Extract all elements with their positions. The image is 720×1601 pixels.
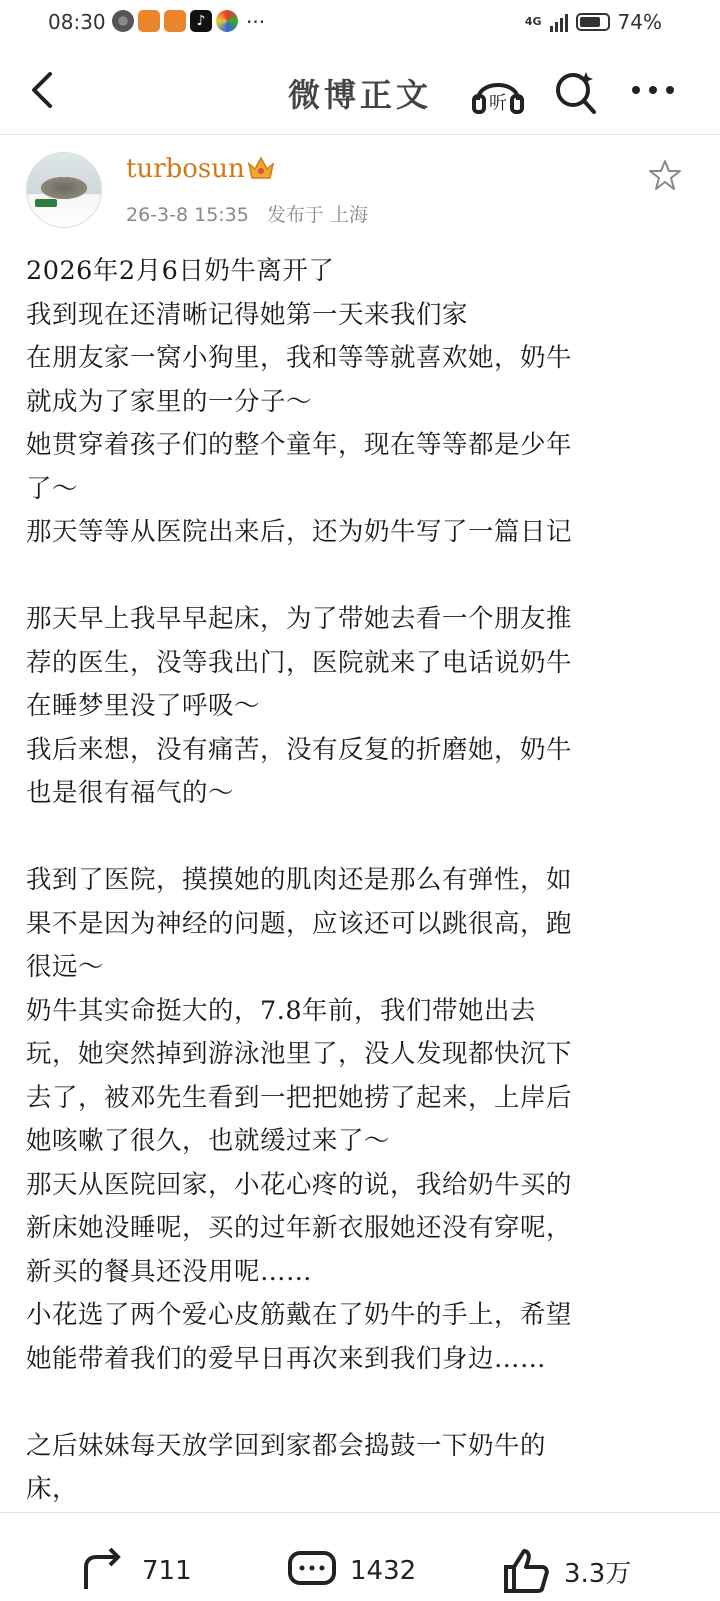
status-bar <box>0 0 720 48</box>
content-line: 去了，被邓先生看到一把把她捞了起来，上岸后 <box>26 1082 573 1113</box>
headphones-icon <box>470 66 526 116</box>
content-line: 那天早上我早早起床，为了带她去看一个朋友推 <box>26 604 573 634</box>
orange-app-icon <box>138 10 160 32</box>
comment-button[interactable] <box>286 1545 416 1597</box>
content-line: 床， <box>26 1474 79 1504</box>
content-line: 新床她没睡呢，买的过年新衣服她还没有穿呢， <box>26 1213 573 1243</box>
content-line: 也是很有福气的～ <box>26 778 235 808</box>
content-line: 小花选了两个爱心皮筋戴在了奶牛的手上，希望 <box>26 1300 573 1330</box>
star-icon[interactable] <box>648 158 682 192</box>
content-line: 很远～ <box>26 952 105 982</box>
post-date: 26-3-8 15:35 <box>126 204 249 226</box>
content-line: 荐的医生，没等我出门，医院就来了电话说奶牛 <box>26 647 573 678</box>
content-line: 就成为了家里的一分子～ <box>26 386 313 417</box>
content-line: 2026年2月6日奶牛离开了 <box>26 256 335 286</box>
content-line: 她咳嗽了很久，也就缓过来了～ <box>26 1126 391 1156</box>
listen-label: 听 <box>489 93 507 114</box>
crown-badge-icon[interactable] <box>246 152 276 182</box>
avatar-app-icon <box>112 10 134 32</box>
colorful-app-icon <box>216 10 238 32</box>
post-header <box>0 140 720 240</box>
battery-icon <box>576 13 610 31</box>
like-count: 3.3万 <box>564 1558 632 1589</box>
content-line: 那天等等从医院出来后，还为奶牛写了一篇日记 <box>26 517 573 547</box>
repost-count: 711 <box>142 1556 192 1586</box>
comment-icon <box>286 1545 338 1597</box>
search-icon[interactable] <box>552 66 600 116</box>
orange-app-icon-2 <box>164 10 186 32</box>
content-line: 奶牛其实命挺大的，7.8年前，我们带她出去 <box>26 995 537 1026</box>
back-arrow-icon[interactable] <box>22 68 66 112</box>
content-line: 她能带着我们的爱早日再次来到我们身边…… <box>26 1343 547 1374</box>
content-line: 了～ <box>26 473 79 504</box>
comment-count: 1432 <box>350 1556 417 1586</box>
blank-line <box>26 816 686 860</box>
repost-icon <box>78 1545 130 1597</box>
status-right <box>525 10 662 34</box>
content-line: 玩，她突然掉到游泳池里了，没人发现都快沉下 <box>26 1039 573 1069</box>
blank-line <box>26 555 686 599</box>
status-time: 08:30 <box>48 10 106 34</box>
post-location: 发布于 上海 <box>266 204 368 226</box>
bottom-action-bar <box>0 1512 720 1601</box>
page-title: 微博正文 <box>287 76 432 114</box>
content-line: 那天从医院回家，小花心疼的说，我给奶牛买的 <box>26 1169 573 1200</box>
post-meta <box>126 200 368 227</box>
username[interactable]: turbosun <box>126 154 245 184</box>
content-line: 我到了医院，摸摸她的肌肉还是那么有弹性，如 <box>26 865 573 895</box>
blank-line <box>26 1381 686 1425</box>
battery-level: 74% <box>617 10 662 34</box>
post-content <box>26 250 686 1512</box>
avatar[interactable] <box>26 152 102 228</box>
content-line: 在朋友家一窝小狗里，我和等等就喜欢她，奶牛 <box>26 343 573 373</box>
status-app-icons <box>112 10 265 34</box>
like-button[interactable] <box>500 1545 631 1597</box>
more-icon[interactable] <box>628 70 678 110</box>
content-line: 果不是因为神经的问题，应该还可以跳很高，跑 <box>26 908 573 939</box>
content-line: 在睡梦里没了呼吸～ <box>26 691 261 721</box>
signal-icon <box>550 12 568 32</box>
avatar-car <box>35 199 57 207</box>
content-line: 她贯穿着孩子们的整个童年，现在等等都是少年 <box>26 430 573 460</box>
network-type: 4G <box>524 15 542 28</box>
tiktok-icon: ♪ <box>190 10 212 32</box>
nav-bar <box>0 48 720 134</box>
thumbs-up-icon <box>500 1545 552 1597</box>
content-line: 我后来想，没有痛苦，没有反复的折磨她，奶牛 <box>26 734 573 765</box>
content-line: 之后妹妹每天放学回到家都会捣鼓一下奶牛的 <box>26 1430 547 1461</box>
nav-divider <box>0 134 720 135</box>
content-line: 我到现在还清晰记得她第一天来我们家 <box>26 299 469 330</box>
avatar-tree <box>37 175 91 201</box>
listen-button[interactable] <box>470 66 526 116</box>
more-notifications: ··· <box>246 10 266 34</box>
repost-button[interactable] <box>78 1545 192 1597</box>
content-line: 新买的餐具还没用呢…… <box>26 1256 313 1287</box>
